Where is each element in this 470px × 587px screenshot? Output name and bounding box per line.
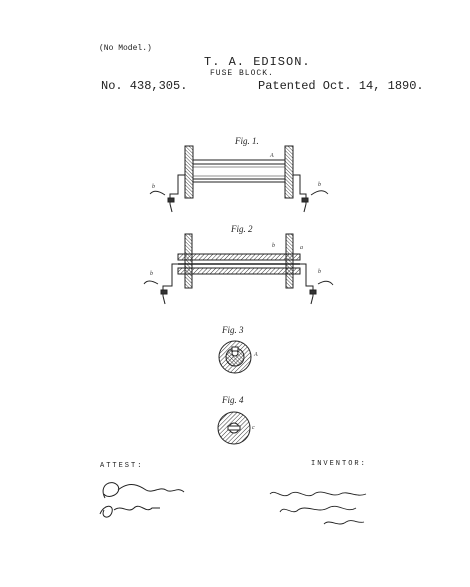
ref-letter-a-fig3: A (254, 352, 258, 358)
patent-date: Patented Oct. 14, 1890. (258, 79, 424, 93)
inventor-label: INVENTOR: (311, 460, 367, 468)
figure-1-label: Fig. 1. (235, 136, 259, 146)
ref-letter-c-fig4: c (252, 425, 255, 431)
figure-3-label: Fig. 3 (222, 325, 244, 335)
figure-4-drawing (218, 412, 250, 444)
figure-2-drawing (144, 234, 333, 304)
ref-letter-a-fig2: a (300, 245, 303, 251)
ref-letter-a-fig1: A (270, 153, 274, 159)
attest-label: ATTEST: (100, 462, 144, 470)
witness-signatures (100, 483, 184, 517)
svg-text:b: b (150, 271, 153, 277)
svg-text:b: b (318, 182, 321, 188)
patent-number: No. 438,305. (101, 79, 188, 93)
figure-3-drawing (219, 341, 251, 373)
inventor-name: T. A. EDISON. (204, 55, 311, 69)
svg-text:b: b (152, 184, 155, 190)
svg-text:b: b (318, 269, 321, 275)
figure-1-drawing (150, 146, 328, 212)
figure-4-label: Fig. 4 (222, 395, 244, 405)
figure-2-label: Fig. 2 (231, 224, 253, 234)
ref-letter-b-fig2: b (272, 243, 275, 249)
no-model-label: (No Model.) (99, 44, 152, 53)
patent-title: FUSE BLOCK. (210, 69, 274, 78)
